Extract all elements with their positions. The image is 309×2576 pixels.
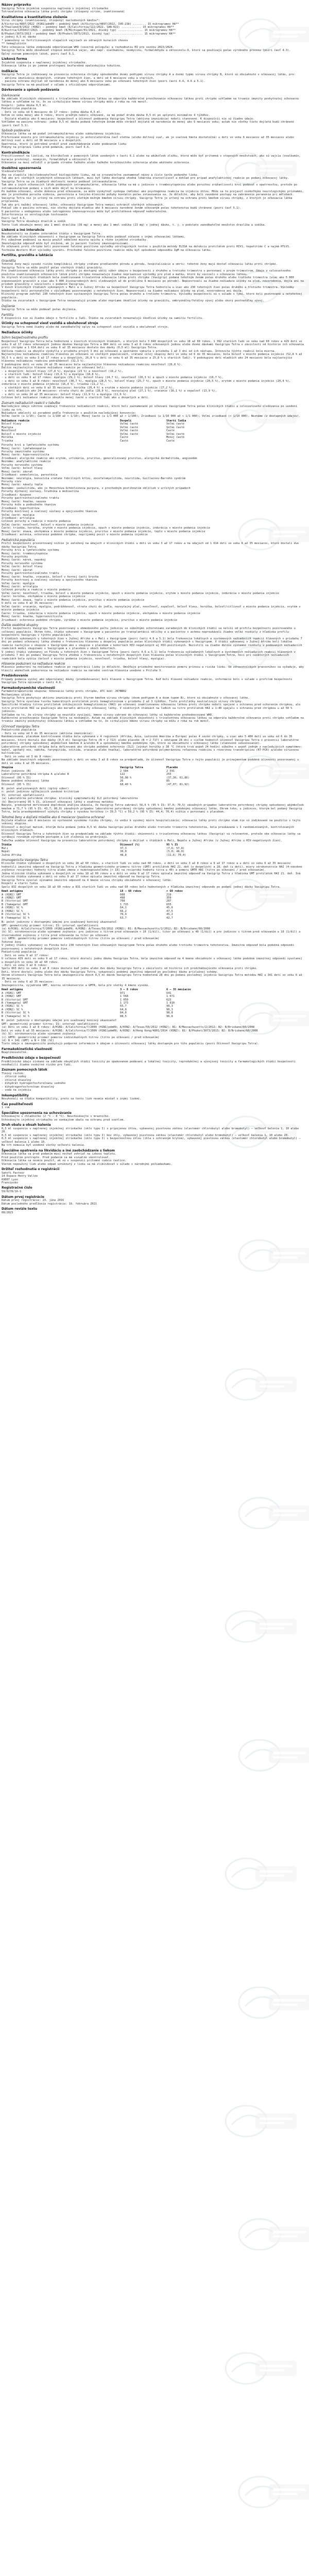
table-cell: Veľmi časté [120,429,139,433]
subsection-heading: Účinnosť Vaxigripu Tetra [2,724,40,728]
paragraph: Na základe klinických skúseností s trivalentnou očkovacou látkou sa odporúča každoročné preočkovanie očkovacou látkou proti chrípke vzhľadom na trvanie imunity poskytnutej očkovacou látkou a vzhľadom na to, že sa cirkulujúce kmene vírusu chrípky môžu z roka na rok meniť. Dospelí: jedna dávka 0,5 ml. Pediatrická populácia - Deti vo veku od 6 mesiacov do 17 rokov: jedna dávka 0,5 ml. Deťom vo veku menej ako 9 rokov, ktoré predtým neboli očkované, sa má podať druhá dávka 0,5 ml po uplynutí minimálne 4 týždňov. - Dojčatá mladšie ako 6 mesiacov: bezpečnosť a účinnosť podávania Vaxigripu Tetra (aktívna imunizácia) neboli stanovené. K dispozícii nie sú žiadne údaje. Vzhľadom na pasívnu ochranu: jedna 0,5 ml dávka podaná tehotným ženám môže chrániť dojčatá od narodenia do menej ako 6 mesiacov veku; avšak nie všetky tieto dojčatá budú chránené (pozri časť 5.1). [2,97,299,127]
table-cell: A (H3N2) SC % [2,909,23,913]
paragraph: K dispozícii nie sú žiadne údaje o fertilite u ľudí. Štúdie na zvieratách nenaznačujú škodlivé účinky na samičiu fertilitu. [2,317,204,320]
paragraph: 59/0278/16-S [2,1190,22,1194]
table-cell: Bolesť v mieste injekcie [2,432,41,436]
table-header-cell: 6 – 35 mesiacov [166,988,191,992]
table-cell: 255 [166,773,171,776]
section-heading: Farmakodynamické vlastnosti [2,686,55,690]
table-cell: 641 [166,991,171,995]
table-cell: 66,2 [120,909,127,913]
table-cell: 37,3 [120,846,127,850]
paragraph: Dojčatá mladšie ako 6 mesiacov sú vystavené vysokému riziku chrípky, čo vedie k vysokej miere hospitalizácie; očkovacie látky proti chrípke však nie sú indikované na použitie v tejto vekovej skupine. Účinnosť u dojčiat matiek, ktorým bola podaná jedna 0,5 ml dávka Vaxigripu počas druhého alebo tretieho trimestra tehotenstva, bola preukázaná v 3 randomizovaných, kontrolovaných klinických štúdiách. Účinnosť Vaxigripu Tetra u tehotných žien sa predpokladá na základe týchto štúdií: skúsenosti s trivalentnou očkovacou látkou (Vaxigrip) sú relevantné, pretože obe očkovacie látky sa vyrábajú rovnakým výrobným postupom a ich zloženia sa prekrývajú. Tabuľka uvádza účinnosť Vaxigripu na prevenciu laboratórne potvrdenej chrípky u dojčiat v štúdiách v Mali, Nepále a Južnej Afrike (v Južnej Afrike u HIV-negatívnych žien). [2,819,301,842]
table-cell: Veľmi časté [120,422,139,426]
paragraph: N: počet analyzovaných detí (úplný súbor) n: počet jedincov spĺňajúcich uvedené kritérium IS: interval spoľahlivosti (a) Laboratórne potvrdená chrípka: klinický symptomatický ILI potvrdený laboratórne (b) Obojstranný 95 % IS, účinnosť očkovacej látky s exaktnou metódou Navyše, predvopred definovaná doplnková analýza ukázala, že Vaxigrip Tetra zabránil 56,6 % (95 % IS: 37,0; 70,5) závažných prípadov laboratórne potvrdenej chrípky spôsobenej akýmkoľvek kmeňom a 71,7 % (95 % IS: 43,7; 86,9) závažných prípadov laboratórne potvrdenej chrípky spôsobenej kmeňmi podobnými očkovacej látke. Okrem toho, u jedincov, ktorým bol podaný Vaxigrip Tetra, bola pravdepodobnosť výskytu chrípky s vysokou horúčkou (> 39,5 °C) o 59,2 % (95 % IS: 44,4; 70,4) nižšia v porovnaní s placebom. [2,787,304,814]
table-cell: Triaška [2,439,13,443]
table-header-cell: Placebo [166,766,178,770]
paragraph: Nasledujúce údaje súhrnne uvádzajú frekvencie nežiaducich reakcií, ktoré boli zaznamenané po očkovaní Vaxigripom Tetra počas klinických štúdií a celosvetového sledovania po uvedení lieku na trh. Nežiaduce udalosti sú zoradené podľa frekvencie s použitím nasledujúcej konvencie: Veľmi časté (≥ 1/10); Časté (≥ 1/100 až < 1/10); Menej časté (≥ 1/1 000 až < 1/100); Zriedkavé (≥ 1/10 000 až < 1/1 000); Veľmi zriedkavé (< 1/10 000); Neznáme (z dostupných údajov). [2,405,301,418]
section-heading: Indikácie [2,69,18,73]
paragraph: Vaxigrip Tetra nemá žiadny alebo má zanedbateľný vplyv na schopnosť viesť vozidlá a obsluhovať stroje. [2,326,169,329]
section-heading: Účinky na schopnosť viesť vozidlá a obsluhovať stroje [2,321,98,326]
table-cell: Nepál [2,850,10,854]
section-heading: Registračné číslo [2,1186,32,1190]
paragraph: 08/2023 [2,1211,13,1214]
table-cell: Časté [120,439,128,443]
table-header-cell: Vaxigrip Tetra [120,766,143,770]
table-cell: 1 173 [120,1002,128,1005]
table-header-cell: 95 % IS [166,843,178,847]
table-cell: Horúčka [2,436,13,439]
table-cell: 64,8 [120,1008,127,1011]
data-table [2,890,305,920]
table-cell: 48,8 [120,853,127,857]
subsection-heading: Dávkovanie [2,93,20,97]
section-heading: Dávkovanie a spôsob podávania [2,88,60,92]
table-cell: Mali [2,846,8,850]
table-row [2,854,305,857]
table-cell: 64,1 [120,906,127,910]
table-cell: (11,6; 70,4) [166,853,186,857]
section-heading: Držiteľ rozhodnutia o registrácii [2,1167,60,1172]
table-cell: Južná Afrika [2,853,22,857]
table-cell: Veľmi časté [120,432,139,436]
table-cell: Kmene podobné očkovacej látke [2,779,49,783]
table-cell: A (H1N1) SC % [2,1005,23,1008]
table-cell: 708 [120,900,125,903]
table-cell: Veľmi časté [166,422,185,426]
table-cell: 122 [120,773,125,776]
table-cell: Veľmi časté [166,426,185,429]
paragraph: Vaxigrip Tetra je indikovaný na prevenciu ochorenia chrípky spôsobeného dvomi podtypmi vírusu chrípky A a dvomi typmi vírusu chrípky B, ktoré sú obsiahnuté v očkovacej látke, pre: - aktívnu imunizáciu dospelých, vrátane tehotných žien, a detí od 6 mesiacov veku a starších, - pasívnu ochranu dojčiat od narodenia do menej ako 6 mesiacov veku po očkovaní tehotných žien (pozri časti 4.4, 4.6 a 5.1). Vaxigrip Tetra sa má používať v súlade s oficiálnymi odporúčaniami. [2,73,296,87]
paragraph: Očkovacia látka sa pred podaním musí nechať zohriať na izbovú teplotu. Pred použitím pretrepte. Pred podaním sa má vizuálne skontrolovať. Očkovacia látka sa nesmie použiť, ak sú v suspenzii prítomné cudzie častice. Všetok nepoužitý liek alebo odpad vzniknutý z lieku sa má zlikvidovať v súlade s národnými požiadavkami. [2,1153,173,1166]
table-cell: (7,6; 57,8) [166,846,185,850]
table-cell: B (Victoria) GMT [2,900,28,903]
table-cell: Účinnosť (95 % IS) [2,776,31,779]
table-cell: A (H1N1) GMT [2,991,22,995]
table-cell: 1 715 [120,903,128,906]
table-header-cell: 18 – 60 rokov [120,890,142,893]
table-cell: 63,7 [120,916,127,920]
paragraph: Neuskutočnili sa žiadne interakčné štúdie s Vaxigripom Tetra. Na základe klinických skúseností s Vaxigripom sa Vaxigrip Tetra môže podávať súčasne s inými očkovacími látkami. Pri súbežnom podávaní sa musia použiť oddelené miesta vpichu a rôzne injekčné striekačky. Imunologická odpoveď môže byť znížená, ak je pacient liečený imunosupresívami. Po očkovaní proti chrípke boli pozorované falošne pozitívne výsledky sérologických testov s použitím metódy ELISA na detekciu protilátok proti HIV1, hepatitíde C a najmä HTLV1. Technika Western Blot výsledky vyvráti. Prechodné falošne pozitívne reakcie môžu byť spôsobené odpoveďou IgM na očkovaciu látku. [2,232,291,252]
paragraph: Profil bezpečnosti Vaxigripu Tetra pozorovaný u obmedzeného počtu jedincov so súbežnými ochoreniami zaradených do klinických štúdií sa nelíši od profilu bezpečnosti pozorovaného u celkovej populácie. Okrem toho, štúdie vykonané s Vaxigripom u pacientov po transplantácii obličky a u pacientov s astmou nepreukázali žiadne veľké rozdiely z hľadiska profilu bezpečnosti Vaxigripu v týchto populáciách. V štúdiách vykonaných u tehotných žien v Južnej Afrike a v Mali s Vaxigripom (pozri časti 4.6 a 5.1) bola frekvencia lokálnych a systémových nežiaducich reakcií hlásených v priebehu 7 dní po podaní očkovacej látky zhodná s frekvenciou hlásenou u dospelej populácie počas klinických štúdií vykonaných s Vaxigripom. V štúdii vykonanej v Južnej Afrike boli lokálne reakcie častejšie v skupine s Vaxigripom ako v skupine s placebom v kohortách HIV-negatívnych aj HIV-pozitívnych. Nezistili sa žiadne ďalšie významné rozdiely v podávaných nežiaducich reakciách medzi skupinami s Vaxigripom a s placebom v oboch kohortách. V jednej štúdii vykonanej vo Fínsku u tehotných žien s Vaxigripom Tetra (pozri časti 4.6 a 5.1) bola frekvencia vyžiadaných lokálnych a systémových nežiaducich reakcií hlásených v priebehu 7 dní po podaní Vaxigripu Tetra zhodná s frekvenciou u netehotných dospelých žien hlásenou počas klinických štúdií s Vaxigripom Tetra, hoci pri niektorých nežiaducich reakciách bola vyššia (bolesť v mieste podania injekcie, nevoľnosť, triaška, bolesť hlavy, myalgia). [2,627,302,660]
table-cell: 68,40 % [120,783,132,786]
subsection-heading: Gravidita [2,259,16,263]
paragraph: Uchovávajte v chladničke (2 °C – 8 °C). Neuchovávajte v mrazničke. Uchovávajte injekčnú striekačku vo vonkajšom obale na ochranu pred svetlom. [2,1115,125,1122]
subsection-heading: Imunogenicita Vaxigripu Tetra [2,858,48,862]
table-cell: B (Victoria) GMT [2,998,28,1002]
table-row [2,1015,305,1018]
subsection-heading: Ďalšie osobitné skupiny [2,623,39,628]
section-heading: Kontraindikácie [2,150,30,155]
paragraph: 1 rok [2,1106,10,1110]
paragraph: 0,5 ml suspenzie v naplnenej injekčnej striekačke (sklo typu I) s pripojenou ihlou, vybavenej piestovou zátkou (elastomér chlorobutyl alebo bromobutyl) – veľkosť balenia 1, 10 alebo 20. 0,5 ml suspenzie v naplnenej injekčnej striekačke (sklo typu I) bez ihly, vybavenej piestovou zátkou (elastomér chlorobutyl alebo bromobutyl) – veľkosť balenia 1, 10 alebo 20. 0,5 ml suspenzie v naplnenej injekčnej striekačke (sklo typu I) s bezpečnostnou ihlou (ihla s ochranným krytom), vybavenej piestovou zátkou (elastomér chlorobutyl alebo bromobutyl) – veľkosť balenia 1 alebo 10. Na trh nemusia byť uvedené všetky veľkosti balenia. [2,1127,301,1147]
paragraph: Dátum prvej registrácie: 23. júna 2016 Dátum posledného predĺženia registrácie: 16. februára 2021 [2,1199,97,1206]
subsection-heading: Fertilita [2,313,13,317]
table-cell: 655 [166,903,171,906]
table-cell: A (H3N2) GMT [2,896,22,900]
table-cell: 85 [166,779,170,783]
section-heading: Inkompatibility [2,1093,29,1097]
table-cell: 45,6 [166,906,173,910]
table-cell: 1 010 [166,1002,175,1005]
paragraph: Neaplikovateľné. [2,1051,28,1055]
paragraph: Farmakoterapeutická skupina: Očkovacie látky proti chrípke, ATC kód: J07BB02 Mechanizmus účinku Vaxigrip Tetra poskytuje aktívnu imunizáciu proti štyrom kmeňom vírusu chrípky (dvom podtypom A a dvom typom B), ktoré sú obsiahnuté v očkovacej látke. Vaxigrip Tetra vyvoláva tvorbu humorálnych protilátok proti hemaglutinínom v priebehu 2 až 3 týždňov. Tieto protilátky neutralizujú vírusy chrípky. Špecifické hladiny titrov protilátok inhibujúcich hemaglutináciu (HAI) po očkovaní inaktivovanou očkovacou látkou proti chrípke neboli spojené s ochranou pred ochorením chrípkou, ale titre protilátok HAI sa používajú ako meradlo aktivity očkovacej látky. V niektorých štúdiách na ľuďoch sa titre protilátok HAI ≥ 1:40 spájali s ochranou pred chrípkou u až 50 % jedincov. Vzhľadom na to, že vírusy chrípky sa neustále vyvíjajú, kmene vírusu vybrané do očkovacej látky sú každoročne prehodnocované WHO. Každoročné preočkovanie Vaxigripom Tetra sa neskúmalo. Avšak na základe klinických skúseností s trivalentnou očkovacou látkou sa odporúča každoročné očkovanie proti chrípke vzhľadom na trvanie imunity poskytnutej očkovacou látkou a vzhľadom na to, že cirkulujúce kmene vírusu chrípky sa môžu z roka na rok meniť. [2,690,304,723]
paragraph: Vaxigrip Tetra injekčná suspenzia naplnená v injekčnej striekačke Tetravalentná očkovacia látka proti chrípke (štiepený virión, inaktivovaná) [2,7,125,14]
table-cell: Menej časté [166,436,185,439]
paragraph: Bezpečnosť Vaxigripu Tetra bola hodnotená v šiestich klinických štúdiách, v ktorých bolo 3 040 dospelých vo veku 18 až 60 rokov, 1 392 starších ľudí vo veku nad 60 rokov a 429 detí vo veku 9 až 17 rokov očkovaných jednou dávkou Vaxigripu Tetra a 884 detí vo veku 3 až 8 rokov očkovaných jednou alebo dvomi dávkami Vaxigripu Tetra v závislosti od histórie ich očkovania proti chrípke a 1 614 detí vo veku 6 až 35 mesiacov dostalo dve dávky (0,5 ml) Vaxigripu Tetra. Väčšina reakcií sa obvykle vyskytla v priebehu prvých 3 dní po očkovaní a spontánne vymizla v priebehu 1 až 3 dní od ich nástupu. Intenzita týchto reakcií bola mierna. Najčastejšou nežiaducou reakciou hlásenou po očkovaní vo všetkých populáciách, vrátane celej skupiny detí vo veku od 6 do 35 mesiacov, bola bolesť v mieste podania injekcie (52,8 % až 56,5 % u detí vo veku 3 až 17 rokov a u dospelých, 26,8 % u detí vo veku 6 až 35 mesiacov a 25,8 % u starších ľudí). V podskupine detí mladších ako 24 mesiacov bola najčastejšie hlásenou nežiaducou reakciou podráždenosť (32,3 %). V podskupine detí vo veku 24 až 35 mesiacov bola najčastejšie hlásenou nežiaducou reakciou nevoľnosť (26,8 %). Ďalšie najčastejšie hlásené nežiaduce reakcie po očkovaní boli: - u dospelých: bolesť hlavy (27,8 %), myalgia (23 %) a nevoľnosť (19,2 %), - u starších ľudí: bolesť hlavy (15,6 %) a myalgia (18,8 %), - u detí vo veku 9 až 17 rokov: myalgia (29,1 %), bolesť hlavy (24,7 %), nevoľnosť (20,3 %) a opuch v mieste podania injekcie (10,7 %), - u detí vo veku 3 až 8 rokov: nevoľnosť (30,7 %), myalgia (28,5 %), bolesť hlavy (25,7 %), opuch v mieste podania injekcie (20,5 %), erytém v mieste podania injekcie (20,4 %), indurácia v mieste podania injekcie (16,4 %), triaška (11,2 %), - u všetkých detí vo veku 6 až 35 mesiacov: horúčka (20,4 %) a erytém v mieste podania injekcie (17,2 %), - u detí mladších ako 24 mesiacov: strata chuti do jedla (28,9 %), nezvyčajný plač (27,1 %), vracanie (16,1 %) a ospalosť (13,9 %), - u detí vo veku 24 až 35 mesiacov: bolesť hlavy (11,9 %) a myalgia (11,6 %). Celkovo boli nežiaduce reakcie obvykle menej časté u starších ľudí ako u dospelých a detí. [2,340,304,400]
table-header-cell: Skupina [2,766,13,770]
subsection-heading: Tehotné ženy a dojčatá mladšie ako 6 mesiacov (pasívna ochrana) [2,815,105,819]
section-heading: Lieková forma [2,57,27,61]
paragraph: Očkovacia látka sa má podať intramuskulárnou alebo subkutánnou injekciou. Preferované miesto pre intramuskulárnu injekciu je anterolaterálna časť stehna (alebo deltový sval, ak je svalová hmota dostatočná) u detí vo veku 6 mesiacov až 35 mesiacov alebo deltový sval u detí od 36 mesiacov a u dospelých. Opatrenia, ktoré je potrebné urobiť pred zaobchádzaním alebo podávaním lieku Pokyny na prípravu lieku pred podaním, pozri časť 6.6. [2,132,294,149]
table-cell: 98,8 [166,1011,173,1015]
table-cell: 70,9 [120,913,127,917]
section-heading: Dátum prvej registrácie [2,1195,44,1199]
table-cell: 608 [120,893,125,896]
table-cell: 498 [120,896,125,900]
data-table [2,419,305,443]
table-cell: 47,5 [166,909,173,913]
table-cell: B (Yamagata) SC % [2,916,30,920]
table-cell: Bolesť hlavy [2,422,22,426]
table-cell: B (Yamagata) SC % [2,1014,30,1018]
table-cell: 88,5 [120,1014,127,1018]
table-cell: B (Yamagata) GMT [2,1002,28,1005]
section-heading: Liekové a iné interakcie [2,228,45,232]
table-cell: Časté [166,439,175,443]
table-header-cell: 3 – 8 rokov [120,988,139,992]
table-cell: 287 [166,900,171,903]
table-cell: Počet jedincov (N) [2,769,31,773]
data-table [2,843,305,857]
table-cell: Myalgia [2,426,13,429]
table-cell: 219 [166,893,171,896]
table-header-cell: Účinnosť (%) [120,843,140,847]
section-heading: Nežiaduce účinky [2,330,33,334]
table-cell: B (Yamagata) GMT [2,903,28,906]
paragraph: Sanofi Pasteur 14 Espace Henry Vallée 69007 Lyon Francúzsko [2,1171,38,1185]
subsection-heading: Zoznam nežiaducich reakcií v tabuľke [2,401,60,405]
paragraph: Klinické štúdie vykonané u dospelých vo veku 18 až 60 rokov, u starších ľudí vo veku nad 60 rokov, u detí vo veku 3 až 8 rokov a 9 až 17 rokov a u detí vo veku 6 až 35 mesiacov hodnotili imunitnú odpoveď na Vaxigrip Tetra z hľadiska geometrického priemeru titrov (GMT) protilátok HAI 21. deň (u dospelých) a 28. deň (u detí), miery sérokonverzie HAI (4-násobné zvýšenie reciprokej hodnoty titra alebo zmena z nedetegovateľného [< 10] na reciprokú hodnotu titra ≥ 40) a pomeru GMTR HAI (titre po očkovaní / pred očkovaním). Jedna klinická štúdia vykonaná u dospelých vo veku 18 až 60 rokov a u detí vo veku 9 až 17 rokov opísala imunitnú odpoveď na Vaxigrip Tetra z hľadiska GMT protilátok HAI 21. deň. Iná klinická štúdia vykonaná u detí vo veku 9 až 17 rokov opísala imunitnú odpoveď na Vaxigrip Tetra. Vaxigrip Tetra vyvolal významnú imunitnú odpoveď na 4 kmene vírusu chrípky obsiahnuté v očkovacej látke. Dospelí a starší ľudia Spolu 832 dospelých vo veku 18 až 60 rokov a 831 starších ľudí vo veku nad 60 rokov bolo hodnotených z hľadiska imunitnej odpovede po podaní jednej dávky Vaxigripu Tetra. [2,862,302,889]
paragraph: Nevykonali sa štúdie kompatibility, preto sa tento liek nesmie miešať s inými liekmi. [2,1097,142,1101]
table-cell: B (Victoria) SC % [2,1011,30,1015]
table-cell: A (H1N1) SC % [2,906,23,910]
paragraph: Tehotné ženy majú vysoké riziko komplikácií chrípky vrátane predčasného pôrodu a pôrodu, hospitalizácie a smrti: tehotné ženy majú dostať očkovaciu látku proti chrípke. Vaxigrip Tetra sa môže použiť počas všetkých štádií gravidity. Pre inaktivované očkovacie látky proti chrípke je dostupný väčší súbor údajov o bezpečnosti z druhého a tretieho trimestra v porovnaní s prvým trimestrom. Údaje z celosvetového použitia inaktivovaných očkovacích látok proti chrípke nenaznačujú žiadne nepriaznivé výsledky pre plod a matku, ktoré by súviseli s očkovacou látkou. Vo štyroch klinických štúdiách bola inaktivovaná trivalentná očkovacia látka proti chrípke (Vaxigrip) podaná tehotným ženám počas druhého alebo tretieho trimestra (viac ako 5 000 exponovaných gravidít a viac ako 5 000 živonarodených detí sledovaných až do približne 6 mesiacov po pôrode). Nepozorovali sa žiadne nežiaduce účinky na plod, novorodenca, dojča ani na priebeh gravidity v súvislosti s podaním Vaxigripu. V dvoch klinických štúdiách vykonaných v Mali a v Južnej Afrike sa bezpečnosť Vaxigripu Tetra hodnotila u viac ako 230 tehotných žien počas druhého a tretieho trimestra. Výsledky bezpečnosti boli porovnateľné s výsledkami pozorovanými u netehotných žien. Nepozorovali sa žiadne nežiaduce účinky na plod, novorodenca ani dojča. Klinický program zahŕňal 230 tehotných žien vystavených Vaxigripu Tetra počas druhého a tretieho trimestra. Výsledky bezpečnosti sú v súlade s tými, ktoré boli pozorované u netehotnej populácie. Štúdie na zvieratách s Vaxigripom Tetra nenaznačujú priame alebo nepriame škodlivé účinky na graviditu, embryonálny/fetálny vývoj alebo skorý postnatálny vývoj. [2,263,304,303]
section-heading: Dátum revízie textu [2,1207,38,1211]
table-cell: 26 [120,779,124,783]
section-heading: Špeciálne upozornenia na uchovávanie [2,1111,72,1115]
paragraph: Hlásenie podozrení na nežiaduce reakcie po registrácii lieku je dôležité. Umožňuje priebežné monitorovanie pomeru prínosu a rizika lieku. Od zdravotníckych pracovníkov sa vyžaduje, aby hlásili akékoľvek podozrenia na nežiaduce reakcie na národné centrum hlásenia uvedené v Prílohe V. [2,666,305,672]
table-cell: 30,0 [120,850,127,854]
table-header-cell: Nežiaduce reakcie [2,419,30,422]
table-cell: (37,36; 61,86) [166,776,190,779]
subsection-heading: Hlásenie podozrení na nežiaduce reakcie [2,662,65,666]
subsection-heading: Súhrn bezpečnostného profilu [2,336,48,340]
table-cell: 2 584 [120,769,128,773]
table-cell: 45,2 [166,913,173,917]
table-cell: 84,8 [120,1011,127,1015]
table-cell: A (H1N1) GMT [2,893,22,896]
paragraph: Vírus chrípky (inaktivovaný, štiepený) nasledovných kmeňov*: A/Victoria/4897/2022 (H1N1)pdm09 – podobný kmeň (A/Victoria/4897/2022, IVR-238) ........ 15 mikrogramov HA** A/Thailand/8/2022 (H3N2) – podobný kmeň (A/California/122/2022, SAN-022) ............ 15 mikrogramov HA** B/Austria/1359417/2021 – podobný kmeň (B/Michigan/01/2021, divoký typ) ............... 15 mikrogramov HA** B/Phuket/3073/2013 – podobný kmeň (B/Phuket/3073/2013, divoký typ) ................... 15 mikrogramov HA** v jednej 0,5 ml dávke * pomnožený vo fertilizovaných slepačích vajciach zo zdravých kuracích chovov ** hemaglutinín Táto očkovacia látka zodpovedá odporúčaniam WHO (severná pologuľa) a rozhodnutiu EÚ pre sezónu 2023/2024. Vaxigrip Tetra môže obsahovať stopové množstvá vajec, ako napr. ovalbumínu, neomycínu, formaldehydu a oktoxinolu-9, ktoré sa používajú počas výrobného procesu (pozri časť 4.3). Úplný zoznam pomocných látok, pozri časť 6.1. [2,19,291,56]
paragraph: N: počet jedincov s dostupnými údajmi pre uvažovaný koncový ukazovateľ GMT: geometrický priemer titrov; IS: interval spoľahlivosti (a) A/H1N1: A/California/7/2009 (H1N1)pdm09; A/H3N2: A/Texas/50/2012 (H3N2); B1: B/Massachusetts/2/2012; B2: B/Brisbane/60/2008 (b) SC: sérokonverzia alebo významné zvýšenie: pre jedincov s titrom pred očkovaním < 10 (1/dil), titer po očkovaní ≥ 40 (1/dil) a pre jedincov s titrom pred očkovaním ≥ 10 (1/dil) ≥ štvornásobné zvýšenie z titra pred očkovaním na titer po očkovaní (c) GMTR: geometrický priemer pomerov individuálnych titrov (titre po očkovaní / pred očkovaním) Tehotné ženy V jednej štúdii vykonanej vo Fínsku bolo 230 tehotných žien očkovaných Vaxigripom Tetra počas druhého alebo tretieho trimestra tehotenstva. Imunitná odpoveď bola podobná odpovedi pozorovanej u netehotných dospelých žien. Pediatrická populácia - Deti vo veku 9 až 17 rokov: U celkovo 429 detí vo veku 9 až 17 rokov, ktoré dostali jednu dávku Vaxigripu Tetra, bola imunitná odpoveď na 4 kmene obsiahnuté v očkovacej látke podobná imunitnej odpovedi vyvolanej u dospelých vo veku 18 až 60 rokov. - Deti vo veku 3 až 8 rokov: Spolu 863 detí vo veku 3 až 8 rokov dostalo buď jednu alebo dve dávky Vaxigripu Tetra v závislosti od histórie ich predchádzajúceho očkovania proti chrípke. Deti, ktoré dostali jednu alebo dve dávky Vaxigripu Tetra, vykazovali podobnú imunitnú odpoveď po poslednej dávke príslušnej schémy. Okrem účinnosti Vaxigripu Tetra bola imunogenicita dvoch 0,5 ml dávok Vaxigripu Tetra hodnotená 28 dní po podaní poslednej injekcie Vaxigripu Tetra metódou HAI u 341 detí vo veku 6 až 35 mesiacov. - Deti vo veku 6 až 35 mesiacov: Imunogenicita, vyjadrená GMT, mierou sérokonverzie a GMTR, bola pre všetky 4 kmene vysoká. [2,921,302,987]
subsection-heading: Dojčenie [2,304,15,308]
subsection-heading: Spôsob podávania [2,129,30,133]
table-cell: 42,7 [166,916,173,920]
table-cell: Časté [166,429,175,433]
table-cell: 971 [120,991,125,995]
data-table [2,766,305,786]
paragraph: Poruchy krvi a lymfatického systému Menej časté: lymfadenopatia Poruchy imunitného systému Menej časté: hypersenzitivita Zriedkavé: alergické reakcie ako erytém, urtikária, pruritus, generalizovaný pruritus, alergická dermatitída, angioedém Neznáme: anafylaktické reakcie Poruchy nervového systému Veľmi časté: bolesť hlavy Menej časté: závrat Zriedkavé: somnolencia, parestézia Neznáme: neuralgia, konvulzia vrátane febrilných kŕčov, encefalomyelitída, neuritída, Guillainov-Barrého syndróm Poruchy ciev Menej časté: návaly tepla Neznáme: vaskulitída, ako je Henochova-Schönleinova purpura, s prechodným postihnutím obličiek v určitých prípadoch Poruchy dýchacej sústavy, hrudníka a mediastína Zriedkavé: dyspnoe Poruchy gastrointestinálneho traktu Menej časté: hnačka, nauzea Poruchy kože a podkožného tkaniva Zriedkavé: hyperhidróza Poruchy kostrovej a svalovej sústavy a spojivového tkaniva Veľmi časté: myalgia Zriedkavé: artralgia Celkové poruchy a reakcie v mieste podania Veľmi časté: nevoľnosť, bolesť v mieste podania injekcie Časté: triaška, horúčka, erytém v mieste podania injekcie, opuch v mieste podania injekcie, indurácia v mieste podania injekcie Menej časté: únava, ekchymóza v mieste podania injekcie, pruritus v mieste podania injekcie, teplo v mieste podania injekcie Zriedkavé: asténia, ochorenie podobné chrípke, nepríjemný pocit v mieste podania injekcie [2,444,211,537]
table-header-cell: Kmeň antigénu [2,890,23,893]
section-heading: Predávkovanie [2,674,28,678]
paragraph: Profil bezpečnosti prezentovaný nižšie je založený na údajoch z klinických štúdií u detí vo veku 3 až 17 rokov a na údajoch od 1 614 detí vo veku 6 až 35 mesiacov, ktoré dostali dve dávky Vaxigripu Tetra. Poruchy krvi a lymfatického systému Menej časté: trombocytopénia Poruchy psychiky Menej časté: nárek, nepokoj Poruchy nervového systému Veľmi časté: bolesť hlavy Menej časté: závrat Poruchy gastrointestinálneho traktu Menej časté: hnačka, vracanie, bolesť v hornej časti brucha Poruchy kostrovej a svalovej sústavy a spojivového tkaniva Veľmi časté: myalgia Menej časté: artralgia Celkové poruchy a reakcie v mieste podania Veľmi časté: nevoľnosť, triaška, bolesť v mieste podania injekcie, opuch v mieste podania injekcie, erytém v mieste podania injekcie, indurácia v mieste podania injekcie Časté: horúčka, ekchymóza v mieste podania injekcie Menej časté: únava, teplo v mieste podania injekcie, pruritus v mieste podania injekcie U detí vo veku 6 až 35 mesiacov: Veľmi časté: vracanie, myalgia, podráždenosť, strata chuti do jedla, nezvyčajný plač, nevoľnosť, ospalosť, bolesť hlavy, horúčka, bolesť/citlivosť v mieste podania injekcie, erytém v mieste podania injekcie Časté: triaška, indurácia v mieste podania injekcie, opuch v mieste podania injekcie, ekchymóza v mieste podania injekcie Menej časté: hnačka, hypersenzitivita Zriedkavé: ochorenie podobné chrípke, vyrážka v mieste podania injekcie, pruritus v mieste podania injekcie [2,542,301,622]
table-cell: 623 [166,998,171,1002]
table-cell: 65,7 [120,1005,127,1008]
section-heading: Čas použiteľnosti [2,1102,33,1106]
data-table [2,988,305,1018]
table-cell: 1 050 [120,998,128,1002]
section-heading: Druh obalu a obsah balenia [2,1123,51,1127]
paragraph: Tlmivý roztok: - chlorid sodný - chlorid draselný - dihydrát hydrogenfosforečnanu sodného - dihydrogenfosforečnan draselný - voda na injekciu [2,1072,66,1092]
table-cell: A (H3N2) SC % [2,1008,23,1011]
table-cell: 96,8 [166,1014,173,1018]
table-cell: 50,98 % [120,776,132,779]
table-cell: Veľmi časté [120,426,139,429]
paragraph: Sledovateľnosť Aby sa zlepšila (do)sledovateľnosť biologického lieku, má sa zrozumiteľne zaznamenať názov a číslo šarže podaného lieku. Tak ako pri všetkých injekčných očkovacích látkach, musí byť ľahko dostupná vhodná lekárska starostlivosť a dohľad pre prípad anafylaktickej reakcie po podaní očkovacej látky. Vaxigrip Tetra sa za žiadnych okolností nesmie podávať intravaskulárne. Tak ako u iných očkovacích látok podávaných intramuskulárne, očkovacia látka sa má u jedincov s trombocytopéniou alebo poruchou zrážanlivosti krvi podávať s opatrnosťou, pretože po intramuskulárnom podaní u nich môže dôjsť ku krvácaniu. Po každom očkovaní, alebo dokonca pred očkovaním, sa môže vyskytnúť synkopa (mdloba) ako psychogénna reakcia na injekciu ihlou. Môže sa to prejaviť niekoľkými neurologickými príznakmi, ako je prechodná porucha videnia, parestézia a tonicko-klonické pohyby končatín počas zotavovania sa. Je dôležité, aby boli zavedené postupy na zabránenie poranenia pri mdlobách. Vaxigrip Tetra nie je určený na ochranu proti všetkým možným kmeňom vírusu chrípky. Vaxigrip Tetra je určený na ochranu proti kmeňom vírusu chrípky, z ktorých je očkovacia látka pripravená. Tak ako pri každej očkovacej látke, očkovanie Vaxigripom Tetra nemusí ochrániť všetkých očkovaných. Pokiaľ ide o pasívnu ochranu, nie všetky dojčatá mladšie ako 6 mesiacov narodené ženám očkovaným počas tehotenstva budú chránené (pozri časť 5.1). U pacientov s endogénnou alebo iatrogénnou imunosupresiou môže byť protilátková odpoveď nedostatočná. Interferencia so sérologickým testovaním Pozri časť 4.5. Vaxigrip Tetra obsahuje draslík a sodík Tento liek obsahuje menej ako 1 mmol draslíka (39 mg) a menej ako 1 mmol sodíka (23 mg) v jednej dávke, t. j. v podstate zanedbateľné množstvo draslíka a sodíka. [2,170,304,227]
section-heading: Zoznam pomocných látok [2,1068,47,1072]
section-heading: Špeciálne opatrenia na likvidáciu a iné zaobchádzanie s liekom [2,1148,115,1153]
table-cell: 359 [166,896,171,900]
section-heading: Predklinické údaje o bezpečnosti [2,1056,61,1060]
table-cell: Účinnosť (95 % IS) [2,783,31,786]
table-cell: (47,07; 81,92) [166,783,190,786]
table-cell: 90,3 [166,1008,173,1011]
table-cell: Laboratórne potvrdená chrípka A a/alebo B [2,773,69,776]
table-header-cell: > 60 rokov [166,890,183,893]
table-cell: (5,0; 48,0) [166,850,185,854]
table-cell: 2 591 [166,769,175,773]
subsection-heading: Pediatrická populácia [2,538,35,542]
table-cell: Veľmi časté [166,432,185,436]
table-cell: 90,3 [166,1005,173,1008]
table-cell: Časté [120,436,128,439]
paragraph: N: počet jedincov s dostupnými údajmi pre uvažovaný koncový ukazovateľ GMT: geometrický priemer titrov; IS: interval spoľahlivosti (a) Deti vo veku 3 až 8 rokov: A/H1N1: A/California/7/2009 (H1N1)pdm09; A/H3N2: A/Texas/50/2012 (H3N2); B1: B/Massachusetts/2/2012; B2: B/Brisbane/60/2008 Deti vo veku 6 až 35 mesiacov: A/H1N1: A/California/7/2009 (H1N1)pdm09; A/H3N2: A/Hong Kong/4801/2014 (H3N2); B1: B/Phuket/3073/2013; B2: B/Brisbane/60/2008 (b) SC: sérokonverzia alebo významné zvýšenie (c) GMTR: geometrický priemer pomerov individuálnych titrov (titre po očkovaní / pred očkovaním) (d) N = 341 (GMT) a N = 338 (SC) Tieto údaje o imunogenicite poskytujú podporné informácie k údajom o účinnosti očkovacej látky dostupným pre túto populáciu (pozri Účinnosť Vaxigripu Tetra). [2,1019,260,1046]
table-cell: 1 568 [120,995,128,998]
table-cell: Nevoľnosť [2,429,16,433]
section-heading: Farmakokinetické vlastnosti [2,1047,53,1051]
table-row [2,917,305,920]
table-cell: B (Victoria) SC % [2,913,30,917]
paragraph: Predklinické údaje získané na základe obvyklých štúdií toxicity po opakovanom podávaní a lokálnej toxicity, reprodukčnej a vývojovej toxicity a farmakologických štúdií bezpečnosti neodhalili žiadne osobitné riziko pre ľudí. [2,1060,298,1066]
section-heading: Kvalitatívne a kvantitatívne zloženie [2,15,67,19]
table-header-cell: Kmeň antigénu [2,988,23,992]
table-cell: 1 071 [166,995,175,998]
paragraph: Prípady podania vyššej ako odporúčanej dávky (predávkovanie) boli hlásené s Vaxigripom Tetra. Keď boli hlásené nežiaduce reakcie, informácie boli v súlade s profilom bezpečnosti Vaxigripu Tetra opísaným v časti 4.8. [2,677,294,685]
section-heading: Fertilita, gravidita a laktácia [2,253,53,258]
table-cell: A (H3N2) GMT [2,995,22,998]
section-heading: Osobitné upozornenia [2,166,41,170]
paragraph: Injekčná suspenzia v naplnenej injekčnej striekačke. Očkovacia látka je po jemnom pretrepaní bezfarebná opaleskujúca tekutina. [2,61,122,68]
section-heading: Názov prípravku [2,3,31,7]
paragraph: Precitlivenosť na liečivá, na ktorúkoľvek z pomocných látok uvedených v časti 6.1 alebo na akúkoľvek zložku, ktorá môže byť prítomná v stopových množstvách, ako sú vajcia (ovalbumín, kuracie proteíny), neomycín, formaldehyd a oktoxinol-9. Očkovanie sa musí odložiť v prípade stredne ťažkého alebo ťažkého horúčkovitého ochorenia alebo akútneho ochorenia. [2,155,301,165]
paragraph: Vaxigrip Tetra sa môže podávať počas dojčenia. [2,308,77,312]
table-header-cell: Štúdia [2,843,12,847]
table-header-cell: Starší ľudia [166,419,186,422]
table-header-cell: Dospelí [120,419,132,422]
table-row [2,783,305,786]
paragraph: Pediatrická populácia - Deti vo veku od 6 do 35 mesiacov (aktívna imunizácia): Randomizovaná, placebom kontrolovaná štúdia bola vykonaná v 4 regiónoch (Afrika, Ázia, Latinská Amerika a Európa) počas 4 sezón chrípky, u viac ako 5 400 detí vo veku od 6 do 35 mesiacov, ktoré dostali dve dávky (0,5 ml) Vaxigripu Tetra (N = 2 722) alebo placebo (N = 2 717) s odstupom 28 dní s cieľom hodnotiť účinnosť Vaxigripu Tetra v prevencii laboratórne potvrdenej chrípky spôsobenej akýmkoľvek kmeňom A a/alebo B a spôsobenej kmeňmi podobnými tým, ktoré sú obsiahnuté v očkovacej látke (stanovené sekvenovaním). Laboratórne potvrdená chrípka bola definovaná ako chrípke podobné ochorenie (ILI) [výskyt horúčky ≥ 38 °C (ktorá trvá aspoň 24 hodín) súbežne s aspoň jedným z nasledujúcich symptómov: kašeľ, upchatý nos, nádcha, faryngitída, otitída, vracanie alebo hnačka], laboratórne potvrdená polymerázovou reťazovou reakciou s reverznou transkripciou (RT-PCR) a/alebo vírusovou kultiváciou. - Deti vo veku od 3 do 8 rokov: Na základe imunitných odpovedí pozorovaných u detí vo veku 3 až 8 rokov sa predpokladá, že účinnosť Vaxigripu Tetra v tejto populácii je prinajmenšom podobná účinnosti pozorovanej u detí vo veku 6 až 35 mesiacov. [2,728,302,765]
table-row [2,439,305,443]
